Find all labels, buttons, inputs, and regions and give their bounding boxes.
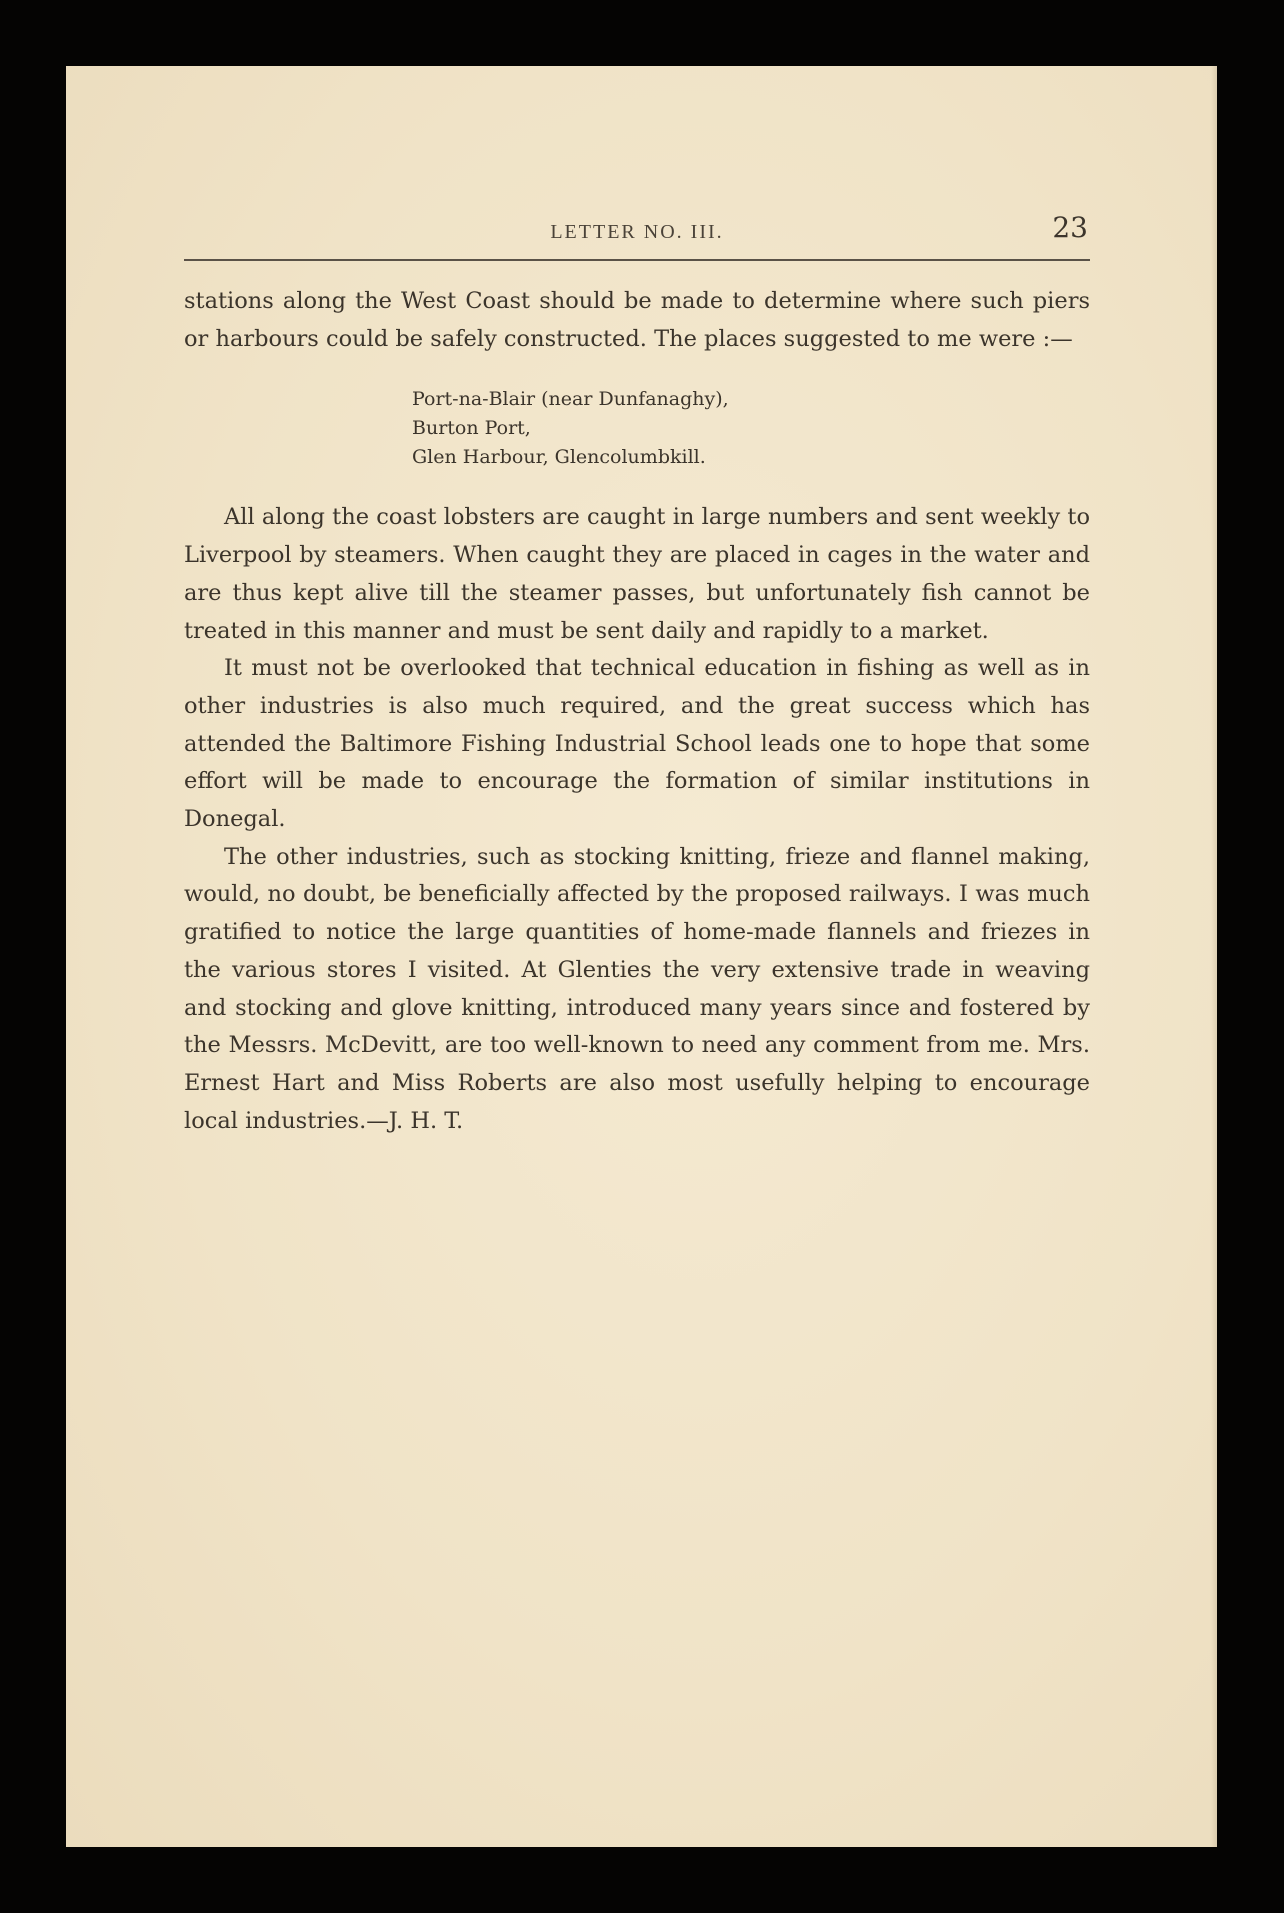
place-item: Glen Harbour, Glencolumbkill. (412, 446, 706, 469)
page-edge-shadow (1211, 66, 1217, 1847)
places-list (412, 385, 1090, 472)
running-head: LETTER NO. III. (550, 221, 724, 243)
page-number: 23 (1052, 211, 1088, 244)
book-page (66, 66, 1217, 1847)
place-item: Port-na-Blair (near Dunfanaghy), (412, 388, 729, 411)
body-text (184, 283, 1090, 1140)
paragraph-other-industries: The other industries, such as stocking knitting, frieze and flannel making, would, no doubt, be beneficially affected by the proposed railways. I was much gratified to notice the large quantities of home-made flannels and friezes in the various stores I visited. At Glenties the very extensive trade in weaving and stocking and glove knitting, introduced many years since and fostered by the Messrs. McDevitt, are too well-known to need any comment from me. Mrs. Ernest Hart and Miss Roberts are also most usefully helping to encourage local industries.—J. H. T. (184, 843, 1090, 1134)
page-header (184, 211, 1090, 261)
paragraph-lobsters: All along the coast lobsters are caught in large numbers and sent weekly to Liverpool by steamers. When caught they are placed in cages in the water and are thus kept alive till the steamer passes, but unfortunately fish cannot be treated in this manner and must be sent daily and rapidly to a market. (184, 504, 1090, 644)
paragraph-technical-education: It must not be overlooked that technical education in fishing as well as in other industries is also much required, and the great success which has attended the Baltimore Fishing Industrial School leads one to hope that some effort will be made to encourage the formation of similar institutions in Donegal. (184, 655, 1090, 833)
paragraph-continued: stations along the West Coast should be made to determine where such piers or harbours could be safely constructed. The places suggested to me were :— (184, 288, 1090, 352)
place-item: Burton Port, (412, 417, 531, 440)
